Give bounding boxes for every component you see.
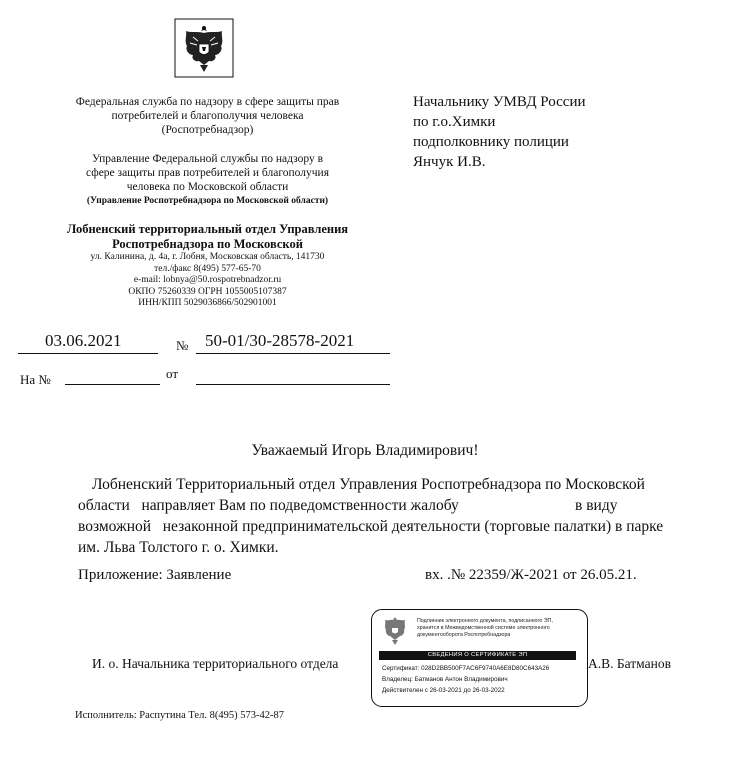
- signer-name: А.В. Батманов: [588, 656, 671, 671]
- stamp-emblem-icon: [381, 616, 409, 646]
- stamp-owner: Владелец: Батманов Антон Владимирович: [382, 676, 508, 683]
- outgoing-date: 03.06.2021: [45, 331, 122, 350]
- number-sign: №: [176, 338, 189, 353]
- letter-body: Лобненский Территориальный отдел Управления Роспотребнадзора по Московской области направляет Вам по подведомственности жалобу в виду возможной незаконной предпринимательской деятельности (торговые палатки) в парке им. Льва Толстого г. о. Химки.: [78, 476, 664, 556]
- executor-info: Исполнитель: Распутина Тел. 8(495) 573-42-87: [75, 710, 284, 721]
- outgoing-number: 50-01/30-28578-2021: [205, 331, 355, 350]
- stamp-validity: Действителен с 26-03-2021 до 26-03-2022: [382, 687, 505, 694]
- office-contacts: ул. Калинина, д. 4а, г. Лобня, Московская область, 141730 тел./факс 8(495) 577-65-70 e-mail: lobnya@50.rospotrebnadzor.ru ОКПО 75260339 ОГРН 1055005107387 ИНН/КПП 5029036866/502901001: [90, 252, 325, 308]
- from-label: от: [166, 366, 179, 381]
- stamp-header: СВЕДЕНИЯ О СЕРТИФИКАТЕ ЭП: [379, 651, 576, 660]
- electronic-signature-stamp: Подлинник электронного документа, подписанного ЭП, хранится в Межведомственной системе электронного документооборота Роспотребнадзора СВЕДЕНИЯ О СЕРТИФИКАТЕ ЭП Сертификат: 028D2BB500F7AC6F9740A6E8D80C643A26 Владелец: Батманов Антон Владимирович Действителен с 26-03-2021 до 26-03-2022: [371, 609, 588, 707]
- office-name: Лобненский территориальный отдел Управления Роспотребнадзора по Московской: [66, 222, 349, 251]
- attachment-label: Приложение: Заявление: [78, 567, 232, 583]
- reference-label: На №: [20, 372, 51, 387]
- greeting: Уважаемый Игорь Владимирович!: [251, 442, 479, 459]
- recipient-block: Начальнику УМВД России по г.о.Химки подполковнику полиции Янчук И.В.: [413, 94, 586, 170]
- directorate-name: Управление Федеральной службы по надзору в сфере защиты прав потребителей и благополучия человека по Московской области (Управление Роспотребнадзора по Московской области): [86, 153, 329, 206]
- agency-name: Федеральная служба по надзору в сфере защиты прав потребителей и благополучия человека (Роспотребнадзор): [75, 96, 340, 136]
- coat-of-arms-emblem: [173, 17, 235, 79]
- signer-title: И. о. Начальника территориального отдела: [92, 656, 339, 671]
- stamp-certificate: Сертификат: 028D2BB500F7AC6F9740A6E8D80C643A26: [382, 665, 550, 672]
- incoming-reference: вх. .№ 22359/Ж-2021 от 26.05.21.: [425, 567, 637, 583]
